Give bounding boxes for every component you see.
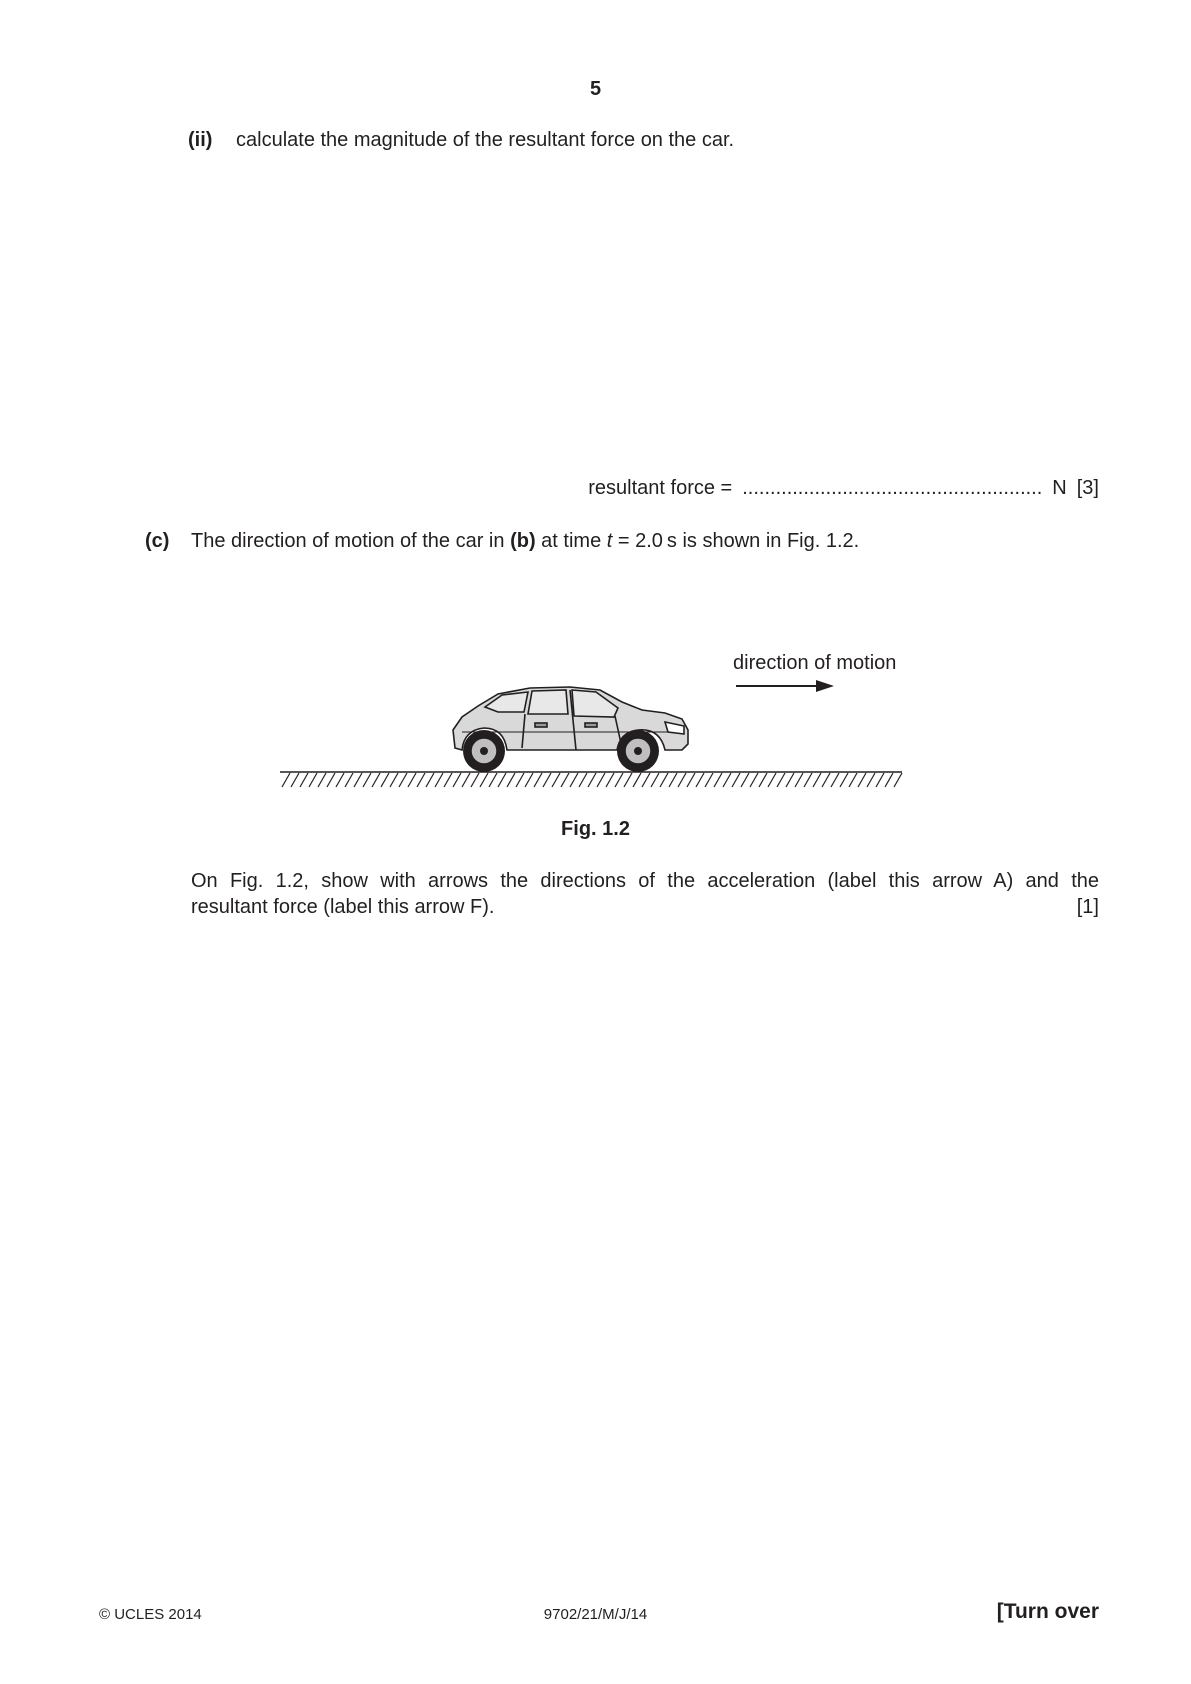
part-text-c-a: The direction of motion of the car in bbox=[191, 530, 511, 552]
hatch-mark bbox=[795, 773, 803, 787]
hatch-mark bbox=[768, 773, 776, 787]
hatch-mark bbox=[732, 773, 740, 787]
hatch-mark bbox=[282, 773, 290, 787]
hatch-mark bbox=[885, 773, 893, 787]
hatch-mark bbox=[426, 773, 434, 787]
hatch-mark bbox=[408, 773, 416, 787]
hatch-mark bbox=[705, 773, 713, 787]
hatch-mark bbox=[480, 773, 488, 787]
question-label-ii: (ii) bbox=[188, 129, 213, 151]
hatch-mark bbox=[525, 773, 533, 787]
instruction-text bbox=[191, 868, 1099, 920]
hatch-mark bbox=[300, 773, 308, 787]
hatch-mark bbox=[894, 773, 902, 787]
page-number: 5 bbox=[589, 78, 602, 100]
hatch-mark bbox=[660, 773, 668, 787]
hatch-mark bbox=[624, 773, 632, 787]
hatch-mark bbox=[759, 773, 767, 787]
hatch-mark bbox=[471, 773, 479, 787]
hatch-mark bbox=[579, 773, 587, 787]
hatch-mark bbox=[840, 773, 848, 787]
answer-blank[interactable]: ...................................................... bbox=[742, 477, 1043, 499]
part-label-c: (c) bbox=[145, 530, 170, 552]
instruction-line-2-text: resultant force (label this arrow F). bbox=[191, 896, 495, 918]
instruction-marks: [1] bbox=[1076, 896, 1099, 918]
part-text-c-c: at time bbox=[535, 530, 607, 552]
hatch-mark bbox=[390, 773, 398, 787]
hatch-mark bbox=[696, 773, 704, 787]
hatch-mark bbox=[678, 773, 686, 787]
part-text-c-d: = 2.0 s is shown in Fig. 1.2. bbox=[612, 530, 860, 552]
hatch-mark bbox=[750, 773, 758, 787]
footer-copyright: © UCLES 2014 bbox=[99, 1606, 202, 1623]
hatch-mark bbox=[318, 773, 326, 787]
hatch-mark bbox=[597, 773, 605, 787]
hatch-mark bbox=[813, 773, 821, 787]
hatch-mark bbox=[516, 773, 524, 787]
hatch-mark bbox=[741, 773, 749, 787]
hatch-mark bbox=[876, 773, 884, 787]
answer-prefix: resultant force = bbox=[588, 477, 733, 499]
hatch-mark bbox=[858, 773, 866, 787]
hatch-mark bbox=[669, 773, 677, 787]
hatch-mark bbox=[822, 773, 830, 787]
hatch-mark bbox=[417, 773, 425, 787]
hatch-mark bbox=[381, 773, 389, 787]
answer-unit: N bbox=[1052, 477, 1067, 499]
hatch-mark bbox=[363, 773, 371, 787]
motion-arrow-icon bbox=[736, 680, 834, 692]
hatch-mark bbox=[291, 773, 299, 787]
answer-line bbox=[588, 477, 1099, 500]
hatch-mark bbox=[849, 773, 857, 787]
hatch-mark bbox=[435, 773, 443, 787]
direction-of-motion-label: direction of motion bbox=[733, 652, 897, 674]
instruction-line-1: On Fig. 1.2, show with arrows the directions of the acceleration (label this arrow A) and the bbox=[191, 870, 1099, 892]
hatch-mark bbox=[327, 773, 335, 787]
part-text-c bbox=[191, 530, 859, 553]
hatch-mark bbox=[786, 773, 794, 787]
hatch-mark bbox=[723, 773, 731, 787]
hatch-mark bbox=[687, 773, 695, 787]
hatch-mark bbox=[498, 773, 506, 787]
hatch-mark bbox=[444, 773, 452, 787]
hatch-mark bbox=[714, 773, 722, 787]
hatch-mark bbox=[606, 773, 614, 787]
hatch-mark bbox=[453, 773, 461, 787]
hatch-mark bbox=[561, 773, 569, 787]
figure-caption: Fig. 1.2 bbox=[561, 818, 630, 840]
hatch-mark bbox=[804, 773, 812, 787]
hatch-mark bbox=[372, 773, 380, 787]
hatch-mark bbox=[831, 773, 839, 787]
ground-hatching bbox=[280, 772, 902, 787]
footer-code: 9702/21/M/J/14 bbox=[543, 1606, 648, 1623]
hatch-mark bbox=[309, 773, 317, 787]
rear-wheel-icon bbox=[463, 730, 505, 772]
hatch-mark bbox=[399, 773, 407, 787]
hatch-mark bbox=[345, 773, 353, 787]
hatch-mark bbox=[552, 773, 560, 787]
hatch-mark bbox=[570, 773, 578, 787]
hatch-mark bbox=[651, 773, 659, 787]
hatch-mark bbox=[867, 773, 875, 787]
hatch-mark bbox=[633, 773, 641, 787]
front-wheel-icon bbox=[617, 730, 659, 772]
answer-marks: [3] bbox=[1076, 477, 1099, 499]
hatch-mark bbox=[777, 773, 785, 787]
instruction-line-2 bbox=[191, 894, 1099, 920]
turn-over: [Turn over bbox=[996, 1600, 1099, 1623]
hatch-mark bbox=[642, 773, 650, 787]
part-text-c-ref: (b) bbox=[510, 530, 536, 552]
part-text-c-t: t bbox=[606, 530, 613, 552]
hatch-mark bbox=[354, 773, 362, 787]
hatch-mark bbox=[507, 773, 515, 787]
hatch-mark bbox=[588, 773, 596, 787]
hatch-mark bbox=[489, 773, 497, 787]
hatch-mark bbox=[615, 773, 623, 787]
question-text-ii: calculate the magnitude of the resultant force on the car. bbox=[236, 129, 735, 151]
hatch-mark bbox=[534, 773, 542, 787]
hatch-mark bbox=[543, 773, 551, 787]
hatch-mark bbox=[336, 773, 344, 787]
hatch-mark bbox=[462, 773, 470, 787]
